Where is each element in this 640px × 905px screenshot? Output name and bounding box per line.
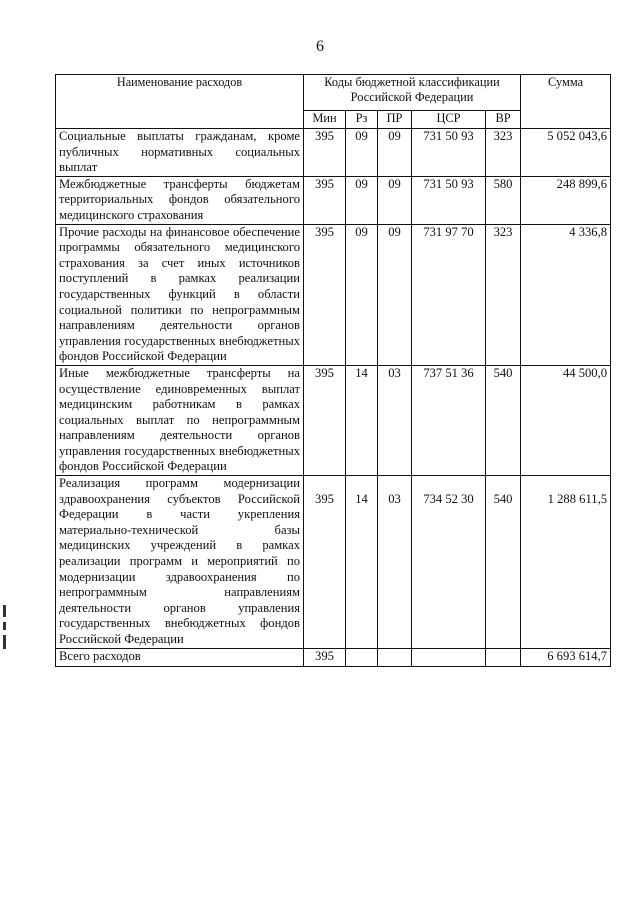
row-sum: 4 336,8 <box>521 224 611 365</box>
row-rz: 14 <box>346 476 378 649</box>
row-name: Иные межбюджетные трансферты на осуществление единовременных выплат медицинским работникам в рамках социальных выплат по непрограммным направлениям деятельности органов управления государственных внебюджетных фондов Российской Федерации <box>56 365 304 475</box>
table-row <box>56 365 611 475</box>
row-name: Реализация программ модернизации здравоохранения субъектов Российской Федерации в части укрепления материально-технической базы медицинских учреждений в рамках реализации программ и мероприятий по модернизации здравоохранения по непрограммным направлениям деятельности органов управления государственных внебюджетных фондов Российской Федерации <box>56 476 304 649</box>
expenses-table <box>55 74 611 667</box>
table-row <box>56 129 611 177</box>
row-name: Межбюджетные трансферты бюджетам территориальных фондов обязательного медицинского страхования <box>56 176 304 224</box>
row-pr: 03 <box>378 476 412 649</box>
total-csr <box>412 648 486 666</box>
header-pr: ПР <box>378 111 412 129</box>
row-rz: 09 <box>346 176 378 224</box>
row-csr: 737 51 36 <box>412 365 486 475</box>
row-sum: 1 288 611,5 <box>521 476 611 649</box>
row-rz: 09 <box>346 129 378 177</box>
row-min: 395 <box>304 176 346 224</box>
row-sum: 5 052 043,6 <box>521 129 611 177</box>
row-rz: 09 <box>346 224 378 365</box>
row-csr: 731 50 93 <box>412 129 486 177</box>
row-sum: 248 899,6 <box>521 176 611 224</box>
row-min: 395 <box>304 224 346 365</box>
row-vr: 323 <box>486 129 521 177</box>
row-name: Социальные выплаты гражданам, кроме публичных нормативных социальных выплат <box>56 129 304 177</box>
table-row <box>56 176 611 224</box>
total-pr <box>378 648 412 666</box>
table-row <box>56 224 611 365</box>
row-csr: 731 97 70 <box>412 224 486 365</box>
row-vr: 580 <box>486 176 521 224</box>
row-pr: 09 <box>378 176 412 224</box>
row-pr: 09 <box>378 224 412 365</box>
total-vr <box>486 648 521 666</box>
header-sum: Сумма <box>521 75 611 129</box>
row-min: 395 <box>304 476 346 649</box>
row-vr: 323 <box>486 224 521 365</box>
total-row <box>56 648 611 666</box>
header-min: Мин <box>304 111 346 129</box>
page-number: 6 <box>316 38 324 55</box>
header-codes: Коды бюджетной классификации Российской Федерации <box>304 75 521 111</box>
header-name: Наименование расходов <box>56 75 304 129</box>
row-rz: 14 <box>346 365 378 475</box>
row-pr: 09 <box>378 129 412 177</box>
row-vr: 540 <box>486 365 521 475</box>
header-rz: Рз <box>346 111 378 129</box>
total-min: 395 <box>304 648 346 666</box>
total-sum: 6 693 614,7 <box>521 648 611 666</box>
row-csr: 734 52 30 <box>412 476 486 649</box>
scan-edge-marks <box>3 605 9 665</box>
row-min: 395 <box>304 129 346 177</box>
row-min: 395 <box>304 365 346 475</box>
header-vr: ВР <box>486 111 521 129</box>
row-csr: 731 50 93 <box>412 176 486 224</box>
header-csr: ЦСР <box>412 111 486 129</box>
row-name: Прочие расходы на финансовое обеспечение программы обязательного медицинского страхования за счет иных источников поступлений в рамках реализации государственных функций в области социальной политики по непрограммным направлениям деятельности органов управления государственных внебюджетных фондов Российской Федерации <box>56 224 304 365</box>
total-rz <box>346 648 378 666</box>
row-sum: 44 500,0 <box>521 365 611 475</box>
row-vr: 540 <box>486 476 521 649</box>
table-row <box>56 476 611 649</box>
row-pr: 03 <box>378 365 412 475</box>
total-label: Всего расходов <box>56 648 304 666</box>
